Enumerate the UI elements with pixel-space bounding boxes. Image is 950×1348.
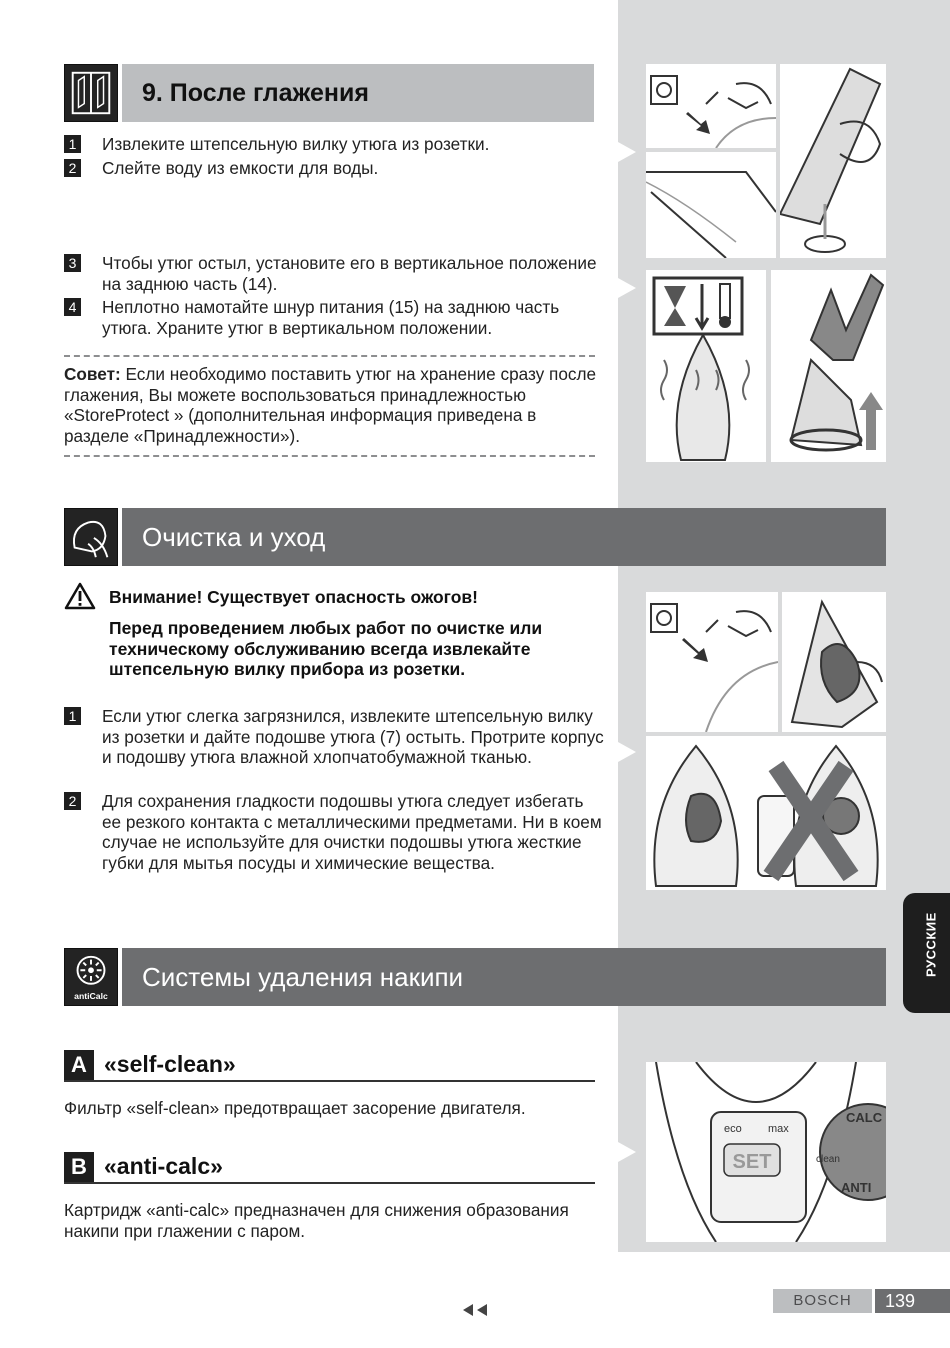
step-number: 2: [64, 792, 81, 810]
anticalc-icon: [64, 948, 118, 1006]
step-text: Для сохранения гладкости подошвы утюга следует избегать ее резкого контакта с металлическими предметами. Ни в коем случае не используйте для очистки подошвы утюга жесткие губки для мытья посуды и химические вещества.: [102, 791, 602, 873]
storage-icon: [64, 64, 118, 122]
page-number: 139: [875, 1289, 950, 1313]
step-number: 3: [64, 254, 81, 272]
self-clean-description: Фильтр «self-clean» предотвращает засорение двигателя.: [64, 1098, 526, 1118]
anti-calc-description: Картридж «anti-calc» предназначен для снижения образования накипи при глажении с паром.: [64, 1200, 569, 1241]
pointer-arrow: [618, 742, 636, 762]
footer-brand: BOSCH: [773, 1289, 872, 1313]
set-label: SET: [732, 1151, 772, 1173]
warning-icon: [64, 582, 96, 610]
subheading-title: «self-clean»: [104, 1051, 236, 1077]
eco-label: eco: [724, 1123, 742, 1135]
subheading-letter: B: [64, 1152, 94, 1182]
anticalc-icon-label: antiCalc: [74, 991, 108, 1002]
step-text: Неплотно намотайте шнур питания (15) на заднюю часть утюга. Храните утюг в вертикальном положении.: [102, 297, 560, 338]
step-text: Чтобы утюг остыл, установите его в вертикальное положение на заднюю часть (14).: [102, 253, 597, 294]
divider: [64, 355, 595, 357]
subheading-title: «anti-calc»: [104, 1153, 223, 1179]
section-title-cleaning: Очистка и уход: [122, 508, 886, 566]
clean-label: clean: [816, 1154, 840, 1165]
iron-control-panel-illustration: [646, 1062, 886, 1242]
pointer-arrow: [618, 142, 636, 162]
step-number: 4: [64, 298, 81, 316]
step-2: [64, 158, 604, 179]
step-text: Слейте воду из емкости для воды.: [102, 158, 379, 178]
step-number: 1: [64, 135, 81, 153]
pointer-arrow: [618, 1142, 636, 1162]
max-label: max: [768, 1123, 789, 1135]
sink-illustration: [646, 152, 776, 258]
drain-water-illustration: [780, 64, 886, 258]
unplug-illustration: [646, 592, 778, 732]
cooling-iron-illustration: [646, 270, 766, 462]
cleaning-icon: [64, 508, 118, 566]
step-3: [64, 253, 604, 294]
section-title-after-ironing: 9. После глажения: [122, 64, 594, 122]
subheading-letter: A: [64, 1050, 94, 1080]
language-tab[interactable]: [903, 893, 950, 1013]
section-title-anticalc: Системы удаления накипи: [122, 948, 886, 1006]
subheading-anti-calc: [64, 1152, 595, 1184]
step-1: [64, 134, 604, 155]
warning-title: Внимание! Существует опасность ожогов!: [109, 587, 478, 607]
tip-label: Совет:: [64, 364, 121, 384]
step-1: [64, 706, 604, 768]
soleplate-care-illustration: [646, 736, 886, 890]
unplug-illustration: [646, 64, 776, 148]
pointer-arrow: [618, 278, 636, 298]
language-tab-label: РУССКИЕ: [923, 912, 939, 977]
step-2: [64, 791, 604, 873]
step-text: Извлеките штепсельную вилку утюга из розетки.: [102, 134, 490, 154]
anti-label: ANTI: [841, 1180, 872, 1195]
subheading-self-clean: [64, 1050, 595, 1082]
warning-body: Перед проведением любых работ по очистке или техническому обслуживанию всегда извлекайте штепсельную вилку прибора из розетки.: [109, 618, 543, 679]
wipe-iron-illustration: [782, 592, 886, 732]
calc-label: CALC: [846, 1110, 883, 1125]
upright-storage-illustration: [771, 270, 886, 462]
step-number: 2: [64, 159, 81, 177]
step-number: 1: [64, 707, 81, 725]
divider: [64, 455, 595, 457]
step-text: Если утюг слегка загрязнился, извлеките штепсельную вилку из розетки и дайте подошве утюга (7) остыть. Протрите корпус и подошву утюга влажной хлопчатобумажной тканью.: [102, 706, 604, 767]
tip-paragraph: [64, 364, 604, 446]
tip-text: Если необходимо поставить утюг на хранение сразу после глажения, Вы можете воспользоваться принадлежностью «StoreProtect » (дополнительная информация приведена в разделе «Принадлежности»).: [64, 364, 597, 446]
previous-page-arrows-icon[interactable]: [461, 1302, 491, 1318]
step-4: [64, 297, 604, 338]
